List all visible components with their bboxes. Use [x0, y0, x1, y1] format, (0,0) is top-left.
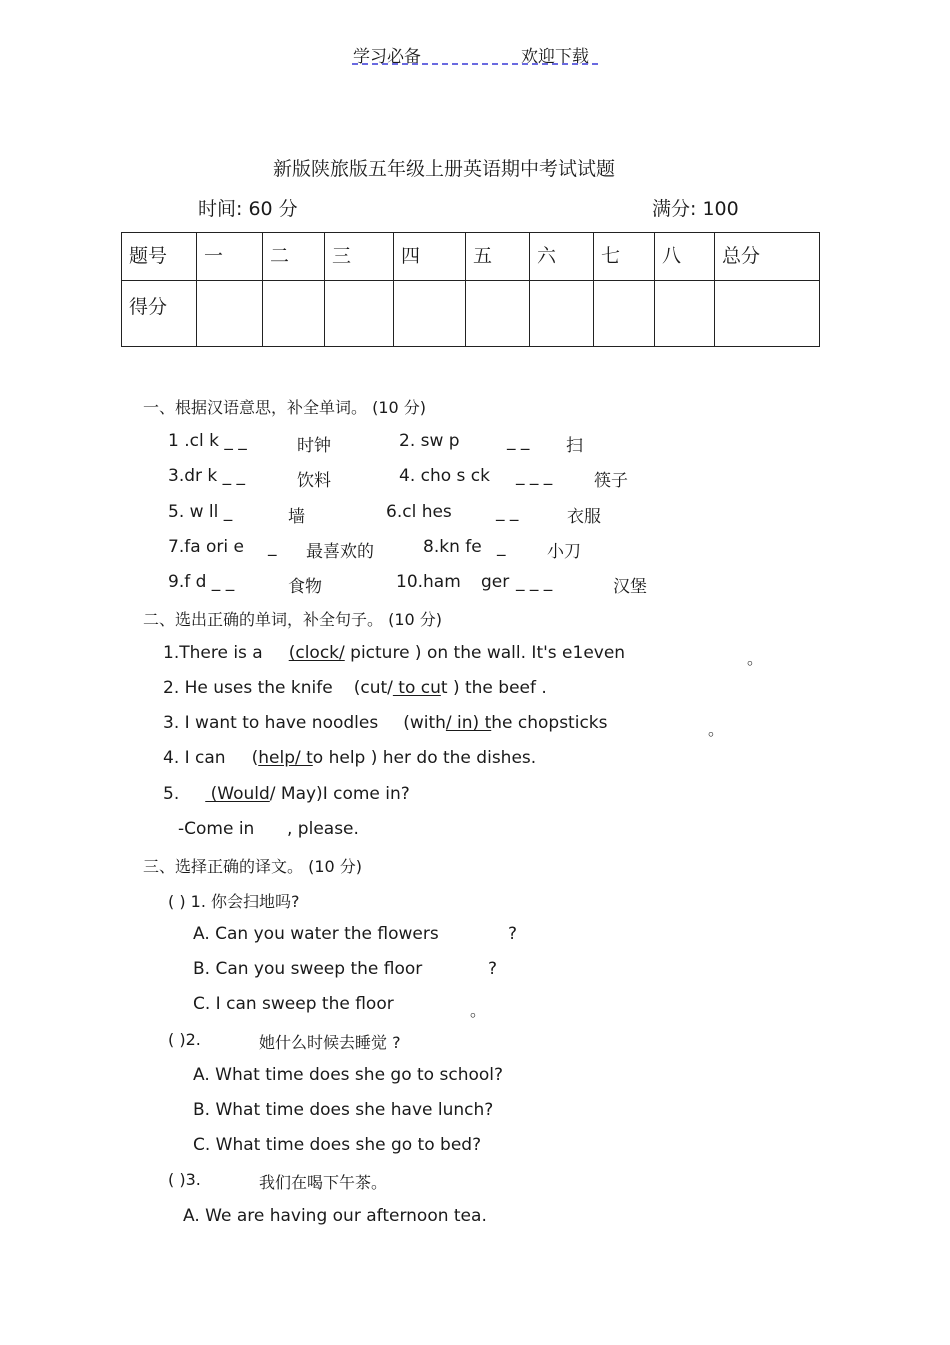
s2-q5-option-a: (Would: [205, 784, 270, 804]
section2-heading: 二、选出正确的单词，补全句子。 (10 分): [143, 610, 443, 629]
score-cell[interactable]: [655, 281, 715, 347]
score-table: [121, 232, 820, 347]
score-cell[interactable]: [466, 281, 530, 347]
s2-q3: [163, 713, 608, 733]
score-cell[interactable]: [394, 281, 466, 347]
s1-item1-word: 1 .cl k _ _: [168, 431, 247, 451]
s1-item8-word: 8.kn fe: [423, 537, 482, 557]
s2-q5: [163, 784, 410, 804]
s1-item6-word: 6.cl hes: [386, 502, 452, 522]
s1-item7-word: 7.fa ori e: [168, 537, 245, 557]
s2-q3-end: 。: [708, 720, 725, 739]
header-cell: 一: [197, 233, 263, 281]
s1-item10-meaning: 汉堡: [613, 577, 647, 597]
s3-q1-option-a: A. Can you water the flowers: [193, 924, 439, 944]
s2-q3-option-a: (with: [403, 713, 446, 733]
s2-q1-pre: 1.There is a: [163, 643, 263, 663]
section3-heading: 三、选择正确的译文。 (10 分): [143, 857, 363, 876]
s3-q1-option-c: C. I can sweep the floor: [193, 994, 394, 1014]
s2-q3-pre: 3. I want to have noodles: [163, 713, 379, 733]
score-cell[interactable]: [715, 281, 820, 347]
s3-q1-prompt: ( ) 1. 你会扫地吗?: [168, 892, 300, 911]
header-left-text: 学习必备: [353, 47, 421, 67]
score-cell[interactable]: [197, 281, 263, 347]
score-table-header-row: [122, 233, 820, 281]
s1-item10-word2: ger: [481, 572, 510, 592]
s3-q1-option-a-end: ?: [508, 924, 518, 944]
s2-q2-option-u: to cu: [392, 678, 441, 698]
header-cell: 七: [594, 233, 655, 281]
s2-q3-option-u: / in) t: [445, 713, 492, 733]
header-cell: 三: [325, 233, 394, 281]
s1-item4-blank: _ _ _: [516, 466, 553, 486]
header-cell: 二: [263, 233, 325, 281]
s1-item7-meaning: 最喜欢的: [306, 542, 374, 562]
header-cell: 题号: [122, 233, 197, 281]
s1-item1-meaning: 时钟: [297, 436, 331, 456]
s2-q4-option-a: (: [251, 748, 259, 768]
s1-item6-blank: _ _: [496, 502, 519, 522]
score-cell[interactable]: [325, 281, 394, 347]
s3-q2-option-b: B. What time does she have lunch?: [193, 1100, 494, 1120]
s3-q1-option-c-end: 。: [470, 1001, 487, 1020]
s1-item7-blank: _: [268, 537, 277, 557]
s1-item6-meaning: 衣服: [567, 507, 601, 527]
s1-item8-blank: _: [497, 537, 506, 557]
s2-q5-reply-b: , please.: [287, 819, 359, 839]
s2-q5-reply-a: -Come in: [178, 819, 255, 839]
score-table-score-row: [122, 281, 820, 347]
s2-q1: [163, 643, 625, 663]
s3-q2-paren: ( )2.: [168, 1030, 201, 1049]
s2-q5-num: 5.: [163, 784, 180, 804]
s3-q2-option-a: A. What time does she go to school?: [193, 1065, 504, 1085]
section1-heading: 一、根据汉语意思，补全单词。 (10 分): [143, 398, 427, 417]
header-cell: 八: [655, 233, 715, 281]
header-cell: 六: [530, 233, 594, 281]
s1-item10-blank: _ _ _: [516, 572, 553, 592]
exam-time: 时间: 60 分: [198, 198, 298, 220]
s2-q4: [163, 748, 536, 768]
s1-item10-word: 10.ham: [396, 572, 461, 592]
header-cell: 五: [466, 233, 530, 281]
s1-item8-meaning: 小刀: [547, 542, 581, 562]
score-cell[interactable]: [594, 281, 655, 347]
s3-q1-option-b: B. Can you sweep the floor: [193, 959, 423, 979]
page-title: 新版陕旅版五年级上册英语期中考试试题: [273, 158, 616, 180]
score-cell[interactable]: [530, 281, 594, 347]
s3-q2-option-c: C. What time does she go to bed?: [193, 1135, 482, 1155]
header-cell: 四: [394, 233, 466, 281]
s1-item2-blank: _ _: [507, 431, 530, 451]
s1-item9-meaning: 食物: [288, 577, 322, 597]
s3-q2-text: 她什么时候去睡觉 ?: [259, 1033, 401, 1052]
full-score: 满分: 100: [652, 198, 739, 220]
s2-q1-option-a: (clock/: [288, 643, 345, 663]
score-row-label: 得分: [122, 281, 197, 347]
s3-q3-paren: ( )3.: [168, 1170, 201, 1189]
s2-q1-end: 。: [747, 649, 764, 668]
s2-q4-pre: 4. I can: [163, 748, 226, 768]
s1-item5-word: 5. w ll _: [168, 502, 233, 522]
s2-q2-pre: 2. He uses the knife: [163, 678, 333, 698]
s3-q1-option-b-end: ?: [488, 959, 498, 979]
s2-q4-option-u: help/ t: [258, 748, 313, 768]
s2-q2-option-b: t ) the beef .: [440, 678, 547, 698]
s2-q5-option-b: / May)I come in?: [269, 784, 410, 804]
s1-item3-word: 3.dr k _ _: [168, 466, 246, 486]
s1-item3-meaning: 饮料: [297, 471, 331, 491]
s1-item4-word: 4. cho s ck: [399, 466, 491, 486]
s3-q3-option-a: A. We are having our afternoon tea.: [183, 1206, 487, 1226]
s1-item2-meaning: 扫: [566, 436, 583, 456]
s1-item9-word: 9.f d _ _: [168, 572, 235, 592]
s2-q3-option-b: he chopsticks: [491, 713, 608, 733]
s1-item2-word: 2. sw p: [399, 431, 460, 451]
s1-item4-meaning: 筷子: [594, 471, 628, 491]
header-right-text: 欢迎下载: [521, 47, 589, 67]
s2-q2-option-a: (cut/: [353, 678, 393, 698]
s3-q3-text: 我们在喝下午茶。: [259, 1173, 388, 1192]
header-dashed-rule: [352, 63, 598, 65]
s1-item5-meaning: 墙: [288, 507, 305, 527]
s2-q1-option-b: picture ) on the wall. It's e1even: [344, 643, 626, 663]
s2-q4-option-b: o help ) her do the dishes.: [312, 748, 537, 768]
score-cell[interactable]: [263, 281, 325, 347]
header-cell: 总分: [715, 233, 820, 281]
s2-q2: [163, 678, 547, 698]
